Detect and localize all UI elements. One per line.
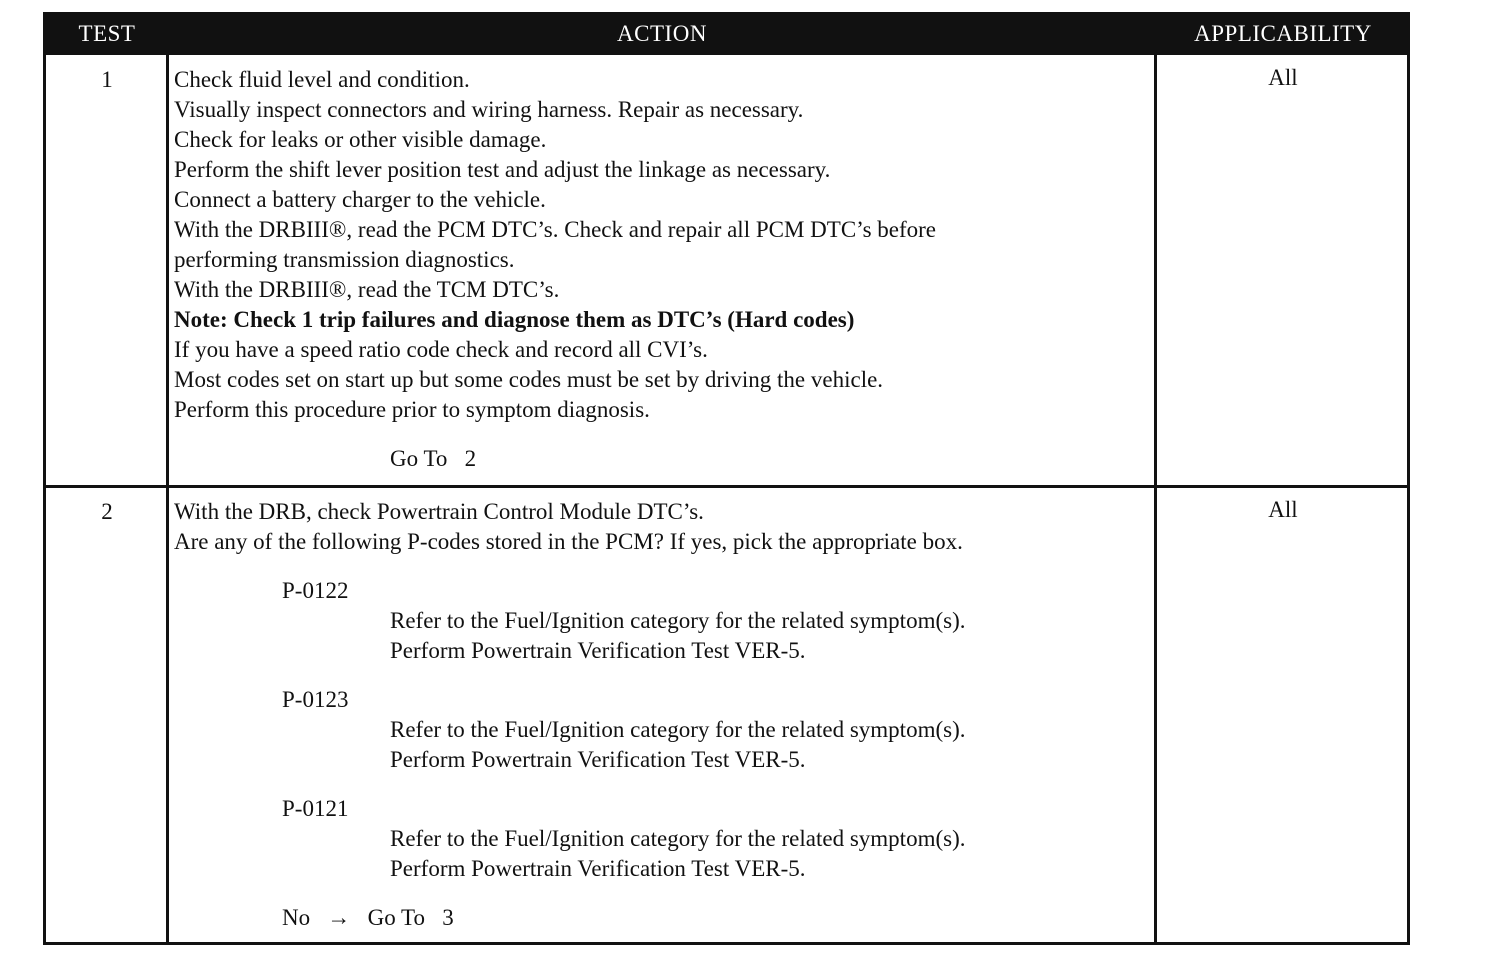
code-description: Refer to the Fuel/Ignition category for the related symptom(s).: [390, 608, 966, 633]
code-block-p0121: [174, 794, 1154, 884]
code-description: Perform Powertrain Verification Test VER-5.: [390, 638, 806, 663]
goto-step-2: Go To 2: [390, 446, 477, 471]
action-cell-1: [174, 65, 1154, 474]
diagnostic-table: [43, 12, 1410, 945]
action-line: Check for leaks or other visible damage.: [174, 127, 547, 152]
p-code: P-0123: [282, 687, 349, 712]
action-line: performing transmission diagnostics.: [174, 247, 515, 272]
code-description: Perform Powertrain Verification Test VER-5.: [390, 856, 806, 881]
no-goto-step-3: No → Go To 3: [282, 905, 454, 930]
code-block-p0123: [174, 685, 1154, 775]
test-number-1: 1: [101, 67, 113, 92]
action-line: If you have a speed ratio code check and record all CVI’s.: [174, 337, 708, 362]
code-block-p0122: [174, 576, 1154, 666]
applicability-2: All: [1268, 497, 1298, 522]
header-test: TEST: [78, 21, 136, 46]
code-description: Perform Powertrain Verification Test VER-5.: [390, 747, 806, 772]
action-cell-2: [174, 497, 1154, 933]
p-code: P-0122: [282, 578, 349, 603]
action-line: Perform this procedure prior to symptom diagnosis.: [174, 397, 650, 422]
code-description: Refer to the Fuel/Ignition category for the related symptom(s).: [390, 826, 966, 851]
table-header: [46, 15, 1407, 55]
action-line: Visually inspect connectors and wiring harness. Repair as necessary.: [174, 97, 804, 122]
row-divider: [46, 485, 1407, 488]
action-line: Check fluid level and condition.: [174, 67, 470, 92]
action-line: With the DRBIII®, read the PCM DTC’s. Check and repair all PCM DTC’s before: [174, 217, 936, 242]
action-line: With the DRBIII®, read the TCM DTC’s.: [174, 277, 560, 302]
header-action: ACTION: [617, 21, 707, 46]
action-line: Connect a battery charger to the vehicle.: [174, 187, 546, 212]
action-line: Most codes set on start up but some codes must be set by driving the vehicle.: [174, 367, 884, 392]
action-line: Perform the shift lever position test and adjust the linkage as necessary.: [174, 157, 831, 182]
test-number-2: 2: [101, 499, 113, 524]
action-line: With the DRB, check Powertrain Control Module DTC’s.: [174, 499, 704, 524]
note-line: Note: Check 1 trip failures and diagnose them as DTC’s (Hard codes): [174, 307, 855, 332]
applicability-1: All: [1268, 65, 1298, 90]
p-code: P-0121: [282, 796, 349, 821]
action-line: Are any of the following P-codes stored in the PCM? If yes, pick the appropriate box.: [174, 529, 963, 554]
header-applicability: APPLICABILITY: [1194, 21, 1372, 46]
code-description: Refer to the Fuel/Ignition category for the related symptom(s).: [390, 717, 966, 742]
